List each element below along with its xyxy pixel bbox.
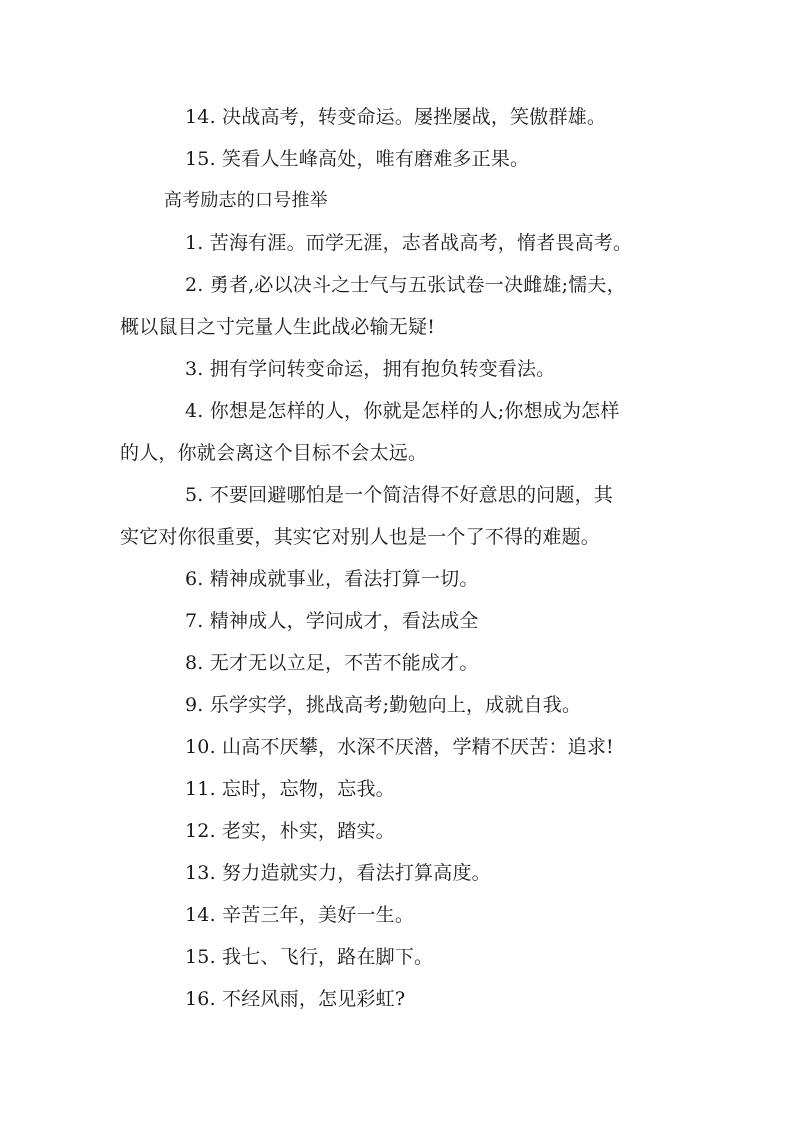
text-line: 8. 无才无以立足，不苦不能成才。 — [185, 652, 479, 674]
text-line: 10. 山高不厌攀，水深不厌潜，学精不厌苦：追求! — [185, 736, 614, 758]
text-line: 16. 不经风雨，怎见彩虹? — [185, 988, 406, 1010]
text-line: 14. 辛苦三年，美好一生。 — [185, 904, 415, 926]
text-line: 5. 不要回避哪怕是一个简洁得不好意思的问题，其 — [185, 484, 613, 506]
text-line: 实它对你很重要，其实它对别人也是一个了不得的难题。 — [120, 526, 601, 548]
text-line: 概以鼠目之寸完量人生此战必输无疑! — [120, 316, 436, 338]
text-line: 3. 拥有学问转变命运，拥有抱负转变看法。 — [185, 358, 556, 380]
section-heading: 高考励志的口号推举 — [164, 190, 328, 211]
text-line: 13. 努力造就实力，看法打算高度。 — [185, 862, 491, 884]
text-line: 1. 苦海有涯。而学无涯，志者战高考，惰者畏高考。 — [185, 232, 633, 254]
text-line: 14. 决战高考，转变命运。屡挫屡战，笑傲群雄。 — [185, 106, 607, 128]
text-line: 11. 忘时，忘物，忘我。 — [185, 778, 395, 800]
text-line: 的人，你就会离这个目标不会太远。 — [120, 442, 428, 464]
text-line: 4. 你想是怎样的人，你就是怎样的人;你想成为怎样 — [185, 400, 620, 422]
text-line: 2. 勇者,必以决斗之士气与五张试卷一决雌雄;懦夫， — [185, 274, 626, 296]
text-line: 15. 笑看人生峰高处，唯有磨难多正果。 — [185, 148, 530, 170]
text-line: 12. 老实，朴实，踏实。 — [185, 820, 395, 842]
text-line: 6. 精神成就事业，看法打算一切。 — [185, 568, 479, 590]
text-line: 7. 精神成人，学问成才，看法成全 — [185, 610, 479, 632]
text-line: 15. 我七、飞行，路在脚下。 — [185, 946, 434, 968]
text-line: 9. 乐学实学，挑战高考;勤勉向上，成就自我。 — [185, 694, 582, 716]
